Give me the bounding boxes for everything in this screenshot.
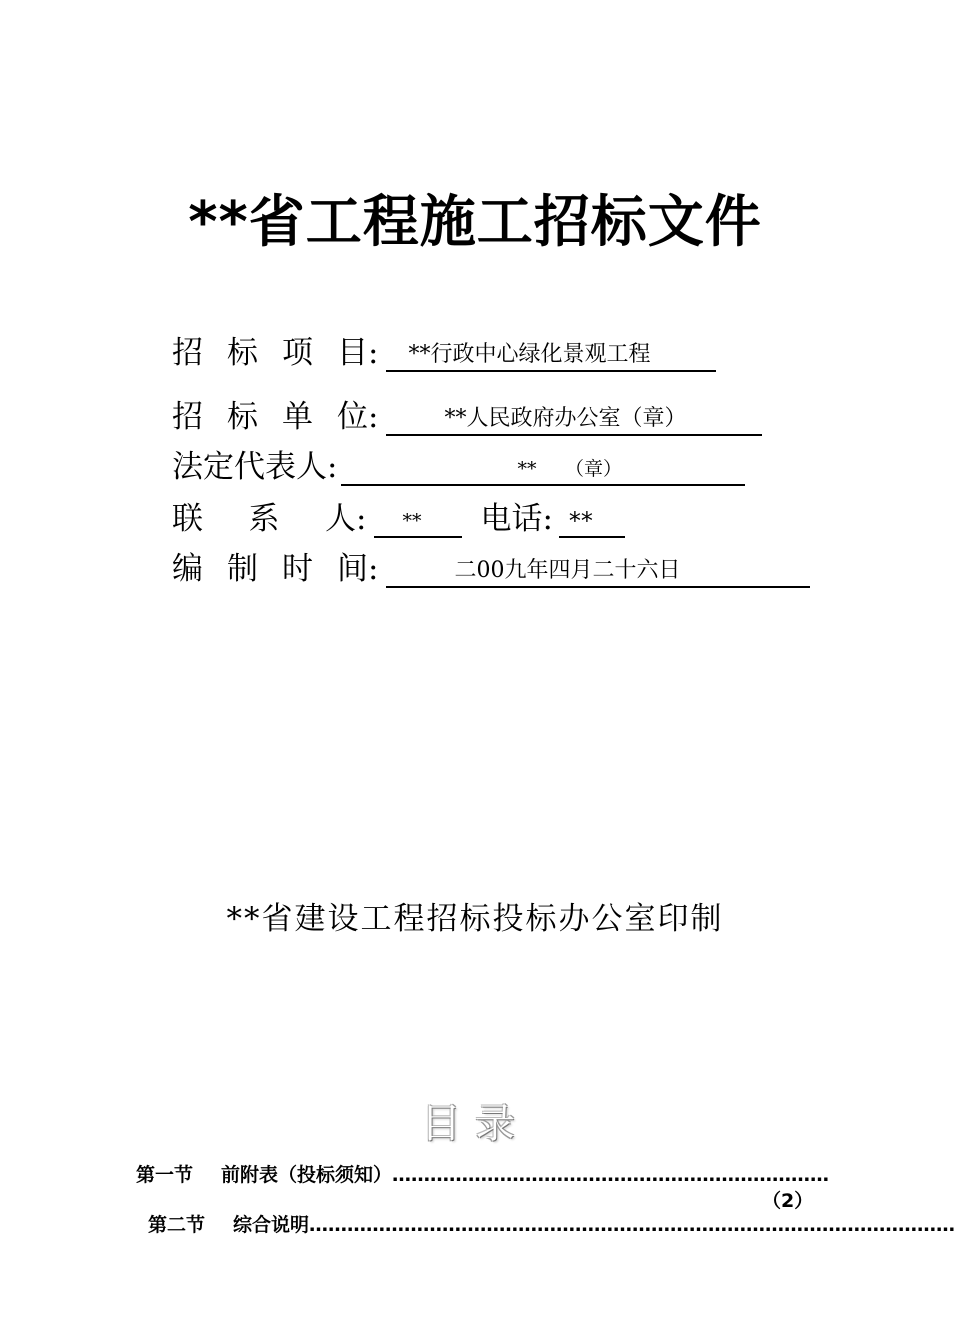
toc-leader: ……………………………………………………………: [392, 1164, 830, 1186]
field-value-phone: **: [559, 504, 625, 538]
document-title: **省工程施工招标文件: [188, 190, 762, 255]
toc-section: 第二节: [148, 1214, 206, 1236]
field-label-representative: 法定代表人: [172, 449, 327, 485]
field-value-date: 二00九年四月二十六日: [386, 554, 810, 588]
field-label-tenderer: 招 标 单 位: [172, 399, 368, 435]
field-label-date: 编 制 时 间: [172, 551, 368, 587]
field-value-representative: ** （章）: [341, 452, 745, 486]
field-value-contact: **: [374, 504, 462, 538]
field-label-project: 招 标 项 目: [172, 335, 368, 371]
field-row-tenderer: 招 标 单 位 : **人民政府办公室（章）: [172, 392, 762, 436]
field-row-project: 招 标 项 目 : **行政中心绿化景观工程: [172, 328, 716, 372]
toc-section: 第一节: [136, 1164, 194, 1186]
field-value-project: **行政中心绿化景观工程: [386, 338, 716, 372]
toc-entry-name: 综合说明: [233, 1214, 310, 1236]
field-value-tenderer: **人民政府办公室（章）: [386, 402, 762, 436]
field-row-representative: 法定代表人 : ** （章）: [172, 442, 745, 486]
field-row-contact: 联 系 人 : ** 电话 : **: [172, 494, 625, 538]
toc-entry: [148, 1210, 955, 1237]
publisher-line: **省建设工程招标投标办公室印制: [226, 901, 724, 937]
field-label-contact: 联 系 人: [172, 501, 356, 537]
toc-entry-name: 前附表（投标须知）: [221, 1164, 393, 1186]
toc-leader: …………………………………………………………………………………………: [309, 1214, 955, 1236]
toc-page-number: （2）: [762, 1190, 814, 1212]
field-label-phone: 电话: [480, 501, 543, 537]
toc-title: 目录: [421, 1101, 529, 1147]
toc-entry: [136, 1160, 838, 1187]
field-row-date: 编 制 时 间 : 二00九年四月二十六日: [172, 544, 810, 588]
